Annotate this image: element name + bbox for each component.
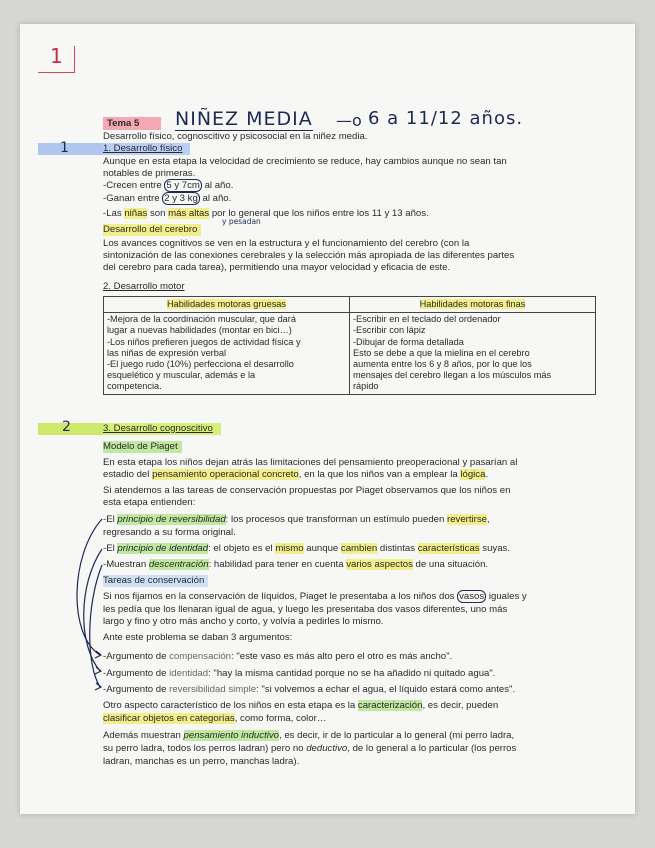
page-number-text: 1 xyxy=(50,44,63,68)
text: : "si volvemos a echar el agua, el líquido estará como antes". xyxy=(256,684,516,695)
text: -Muestran xyxy=(103,559,147,570)
highlight: más altas xyxy=(168,208,210,219)
highlight: características xyxy=(417,543,480,554)
argument-identity xyxy=(103,668,495,680)
caracterizacion-line1 xyxy=(103,700,498,712)
section-1-heading: 1. Desarrollo físico xyxy=(103,143,190,155)
cerebro-heading: Desarrollo del cerebro xyxy=(103,224,201,236)
text: Si nos fijamos en la conservación de líquidos, Piaget le presentaba a los niños dos xyxy=(103,591,455,602)
s1-list-1 xyxy=(103,180,233,192)
margin-highlight-2 xyxy=(38,423,110,435)
highlight: pensamiento operacional concreto xyxy=(152,469,299,480)
highlight: clasificar objetos en categorías xyxy=(103,713,235,724)
text: son xyxy=(149,208,166,219)
text: -Crecen entre xyxy=(103,180,162,191)
tareas-line4: Ante este problema se daban 3 argumentos: xyxy=(103,632,293,643)
text: estadio del xyxy=(103,469,150,480)
text: , como forma, color… xyxy=(234,713,327,724)
identity-line xyxy=(103,543,510,555)
text: : "hay la misma cantidad porque no se ha añadido ni quitado agua". xyxy=(208,668,496,679)
highlight: niñas xyxy=(124,208,148,219)
col2-line: -Escribir en el teclado del ordenador xyxy=(353,314,501,325)
text: al año. xyxy=(202,193,232,204)
tareas-line3: largo y fino y otro más ancho y corto, y volvía a pedirles lo mismo. xyxy=(103,616,384,627)
piaget-heading: Modelo de Piaget xyxy=(103,441,182,453)
col2-line: Esto se debe a que la mielina en el cerebro xyxy=(353,347,530,358)
highlight: pensamiento inductivo xyxy=(183,730,279,741)
argument-reversibility xyxy=(103,684,515,696)
term: compensación xyxy=(169,651,232,662)
section-3-heading: 3. Desarrollo cognoscitivo xyxy=(103,423,221,435)
title-arrow: —o xyxy=(336,111,362,130)
text: -Argumento de xyxy=(103,684,167,695)
col1-line: esquelético y muscular, además e la xyxy=(107,370,256,381)
text: : "este vaso es más alto pero el otro es más ancho". xyxy=(231,651,453,662)
handwritten-annotation: y pesadan xyxy=(222,217,261,226)
connector-arrows xyxy=(60,515,120,715)
col1-line: lugar a nuevas habilidades (montar en bici…) xyxy=(107,325,292,336)
margin-highlight-1 xyxy=(38,143,110,155)
title-age-range: 6 a 11/12 años. xyxy=(368,108,524,129)
section-2-heading: 2. Desarrollo motor xyxy=(103,281,185,292)
text: , xyxy=(486,514,490,525)
argument-compensation xyxy=(103,651,452,663)
col1-line: las niñas de expresión verbal xyxy=(107,347,226,358)
col2-header: Habilidades motoras finas xyxy=(419,299,526,309)
text: , de lo general a lo particular (los perros xyxy=(347,743,517,754)
text: , en la que los niños van a emplear la xyxy=(298,469,458,480)
subtitle: Desarrollo físico, cognoscitivo y psicosocial en la niñez media. xyxy=(103,131,368,142)
s1-paragraph-line1: Aunque en esta etapa la velocidad de crecimiento se reduce, hay cambios aunque no sean tan xyxy=(103,156,507,167)
term: deductivo xyxy=(306,743,348,754)
piaget-line3: Si atendemos a las tareas de conservación propuestas por Piaget observamos que los niños en xyxy=(103,485,511,496)
text: -El xyxy=(103,514,115,525)
s1-list-3 xyxy=(103,208,429,220)
text: -Argumento de xyxy=(103,668,167,679)
text: Otro aspecto característico de los niños en esta etapa es la xyxy=(103,700,356,711)
col2-line: rápido xyxy=(353,381,379,392)
circled-text: 5 y 7cm xyxy=(166,180,200,191)
col1-line: competencia. xyxy=(107,381,162,392)
text: , es decir, pueden xyxy=(422,700,499,711)
text: por lo general que los niños entre los 11 y 13 años. xyxy=(211,208,429,219)
s1-list-2 xyxy=(103,193,231,205)
highlight: descentración xyxy=(148,559,209,570)
highlight: cambien xyxy=(340,543,378,554)
text: , es decir, ir de lo particular a lo general (mi perro ladra, xyxy=(279,730,515,741)
term: identidad xyxy=(169,668,209,679)
highlight: principio de reversibilidad xyxy=(117,514,226,525)
tareas-line1 xyxy=(103,591,527,603)
highlight: varios aspectos xyxy=(346,559,413,570)
reversibility-line xyxy=(103,514,490,526)
col2-line: -Dibujar de forma detallada xyxy=(353,336,464,347)
margin-number-1: 1 xyxy=(60,140,69,156)
margin-number-2: 2 xyxy=(62,419,71,435)
circled-text: vasos xyxy=(459,591,485,602)
col1-line: -Mejora de la coordinación muscular, que dará xyxy=(107,314,296,325)
highlight: lógica xyxy=(460,469,486,480)
text: -Argumento de xyxy=(103,651,167,662)
cerebro-line1: Los avances cognitivos se ven en la estructura y el funcionamiento del cerebro (con la xyxy=(103,238,470,249)
caracterizacion-line2 xyxy=(103,713,326,725)
col2-line: mensajes del cerebro llegan a los músculos más xyxy=(353,370,552,381)
highlight: mismo xyxy=(275,543,304,554)
col1-header: Habilidades motoras gruesas xyxy=(167,299,286,309)
text: : los procesos que transforman un estímulo pueden xyxy=(225,514,445,525)
inductivo-line2 xyxy=(103,743,516,755)
reversibility-line2: regresando a su forma original. xyxy=(103,527,236,538)
text: : habilidad para tener en cuenta xyxy=(208,559,344,570)
piaget-line1: En esta etapa los niños dejan atrás las limitaciones del pensamiento preoperacional y pasarían al xyxy=(103,457,518,468)
col1-line: -Los niños prefieren juegos de actividad física y xyxy=(107,336,301,347)
text: al año. xyxy=(204,180,234,191)
text: distintas xyxy=(379,543,416,554)
inductivo-line1 xyxy=(103,730,514,742)
text: aunque xyxy=(306,543,339,554)
circled-text: 2 y 3 kg xyxy=(164,193,198,204)
cerebro-line2: sintonización de las conexiones cerebrales y la selección más apropiada de las diferentes partes xyxy=(103,250,515,261)
text: : el objeto es el xyxy=(208,543,273,554)
tareas-line2: les pedía que los llenaran igual de agua, y luego les presentaba dos vasos diferentes, uno más xyxy=(103,604,508,615)
piaget-line4: esta etapa entienden: xyxy=(103,497,196,508)
inductivo-line3: ladran, manchas es un perro, manchas ladra). xyxy=(103,756,300,767)
tema-label: Tema 5 xyxy=(103,117,161,130)
highlight: revertirse xyxy=(447,514,487,525)
text: suyas. xyxy=(482,543,510,554)
text: -Las xyxy=(103,208,122,219)
col2-line: -Escribir con lápiz xyxy=(353,325,426,336)
term: reversibilidad simple xyxy=(169,684,257,695)
highlight: caracterización xyxy=(357,700,423,711)
motor-skills-table xyxy=(103,296,596,395)
text: Además muestran xyxy=(103,730,181,741)
s1-paragraph-line2: notables de primeras. xyxy=(103,168,196,179)
tareas-heading: Tareas de conservación xyxy=(103,575,208,587)
decentration-line xyxy=(103,559,488,571)
text: -El xyxy=(103,543,115,554)
piaget-line2: estadio del pensamiento operacional concreto, en la que los niños van a emplear la lógica. xyxy=(103,469,489,480)
cerebro-line3: del cerebro para cada tarea), permitiendo una mayor velocidad y eficacia de este. xyxy=(103,262,451,273)
text: -Ganan entre xyxy=(103,193,160,204)
text: de una situación. xyxy=(415,559,489,570)
text: iguales y xyxy=(488,591,527,602)
highlight: principio de identidad xyxy=(117,543,209,554)
col2-line: aumenta entre los 6 y 8 años, por lo que los xyxy=(353,359,532,370)
handwritten-title: NIÑEZ MEDIA xyxy=(175,108,313,130)
text: su perro ladra, todos los perros ladran) pero no xyxy=(103,743,304,754)
col1-line: -El juego rudo (10%) perfecciona el desarrollo xyxy=(107,359,294,370)
